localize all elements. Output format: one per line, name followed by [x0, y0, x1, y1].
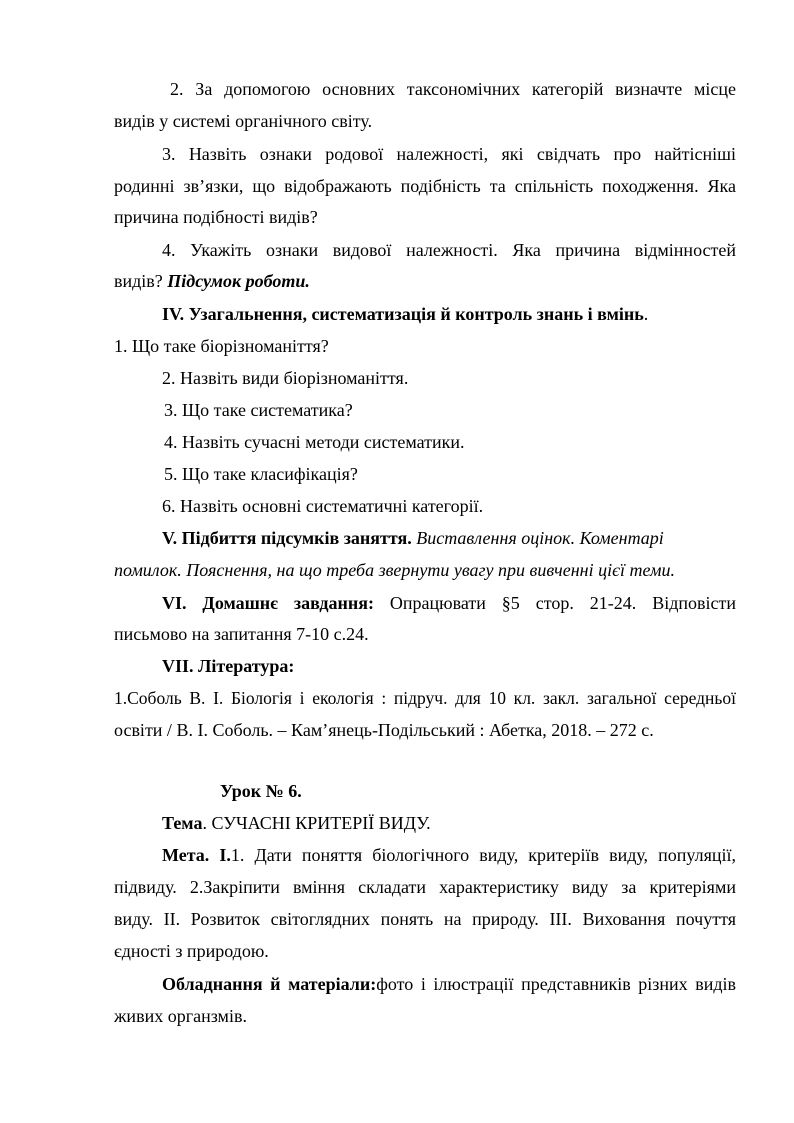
section-4-item-5: 5. Що таке класифікація? [164, 464, 358, 484]
section-6-line-2: письмово на запитання 7-10 с.24. [114, 624, 369, 644]
question-4-text: видів? [114, 271, 168, 291]
section-5-title: V. Підбиття підсумків заняття. [162, 528, 412, 548]
goal-line-2: підвиду. 2.Закріпити вміння складати характеристику виду за критеріями [114, 877, 736, 897]
section-5-line-1 [162, 527, 664, 549]
section-4-item-6: 6. Назвіть основні систематичні категорії. [162, 496, 484, 516]
lesson-topic [162, 812, 431, 834]
goal-line-3: виду. ІІ. Розвиток світоглядних понять на природу. ІІІ. Виховання почуття [114, 909, 736, 929]
section-4-item-4: 4. Назвіть сучасні методи систематики. [164, 432, 465, 452]
section-5-line-2: помилок. Пояснення, на що треба звернути увагу при вивченні цієї теми. [114, 560, 675, 580]
section-4-item-1: 1. Що таке біорізноманіття? [114, 336, 329, 356]
section-4-heading [162, 303, 648, 325]
equipment-line-2: живих органзмів. [114, 1006, 247, 1026]
section-4-period: . [643, 304, 649, 324]
section-6-title: VI. Домашнє завдання: [162, 593, 374, 613]
question-3-line-3: причина подібності видів? [114, 207, 318, 227]
section-6-line-1 [162, 592, 736, 614]
goal-label: Мета. І. [162, 845, 231, 865]
section-5-text-1: Виставлення оцінок. Коментарі [411, 528, 664, 548]
literature-line-2: освіти / В. І. Соболь. – Кам’янець-Подільський : Абетка, 2018. – 272 с. [114, 720, 654, 740]
equipment-line-1 [162, 973, 736, 995]
section-7-title: VII. Література: [162, 656, 295, 676]
equipment-text-1: фото і ілюстрації представників різних видів [376, 974, 736, 994]
literature-line-1: 1.Соболь В. І. Біологія і екологія : підруч. для 10 кл. закл. загальної середньої [114, 688, 736, 708]
section-4-item-2: 2. Назвіть види біорізноманіття. [162, 368, 409, 388]
section-4-item-3: 3. Що таке систематика? [164, 400, 353, 420]
goal-line-1 [162, 844, 736, 866]
question-2-line-2: видів у системі органічного світу. [114, 111, 373, 131]
question-3-line-1: 3. Назвіть ознаки родової належності, які свідчать про найтісніші [162, 144, 736, 164]
section-6-text-1: Опрацювати §5 стор. 21-24. Відповісти [373, 593, 736, 613]
question-4-line-1: 4. Укажіть ознаки видової належності. Яка причина відмінностей [162, 240, 736, 260]
question-2-line-1: 2. За допомогою основних таксономічних категорій визначте місце [170, 79, 736, 99]
question-4-line-2 [114, 270, 310, 292]
work-summary-label: Підсумок роботи. [167, 271, 310, 291]
equipment-label: Обладнання й матеріали: [162, 974, 377, 994]
topic-text: . СУЧАСНІ КРИТЕРІЇ ВИДУ. [202, 813, 431, 833]
goal-line-4: єдності з природою. [114, 941, 269, 961]
lesson-title: Урок № 6. [220, 781, 302, 801]
goal-text-1: 1. Дати поняття біологічного виду, критеріїв виду, популяції, [230, 845, 736, 865]
topic-label: Тема [162, 813, 203, 833]
question-3-line-2: родинні зв’язки, що відображають подібність та спільність походження. Яка [114, 176, 736, 196]
section-4-title: IV. Узагальнення, систематизація й контроль знань і вмінь [162, 304, 644, 324]
